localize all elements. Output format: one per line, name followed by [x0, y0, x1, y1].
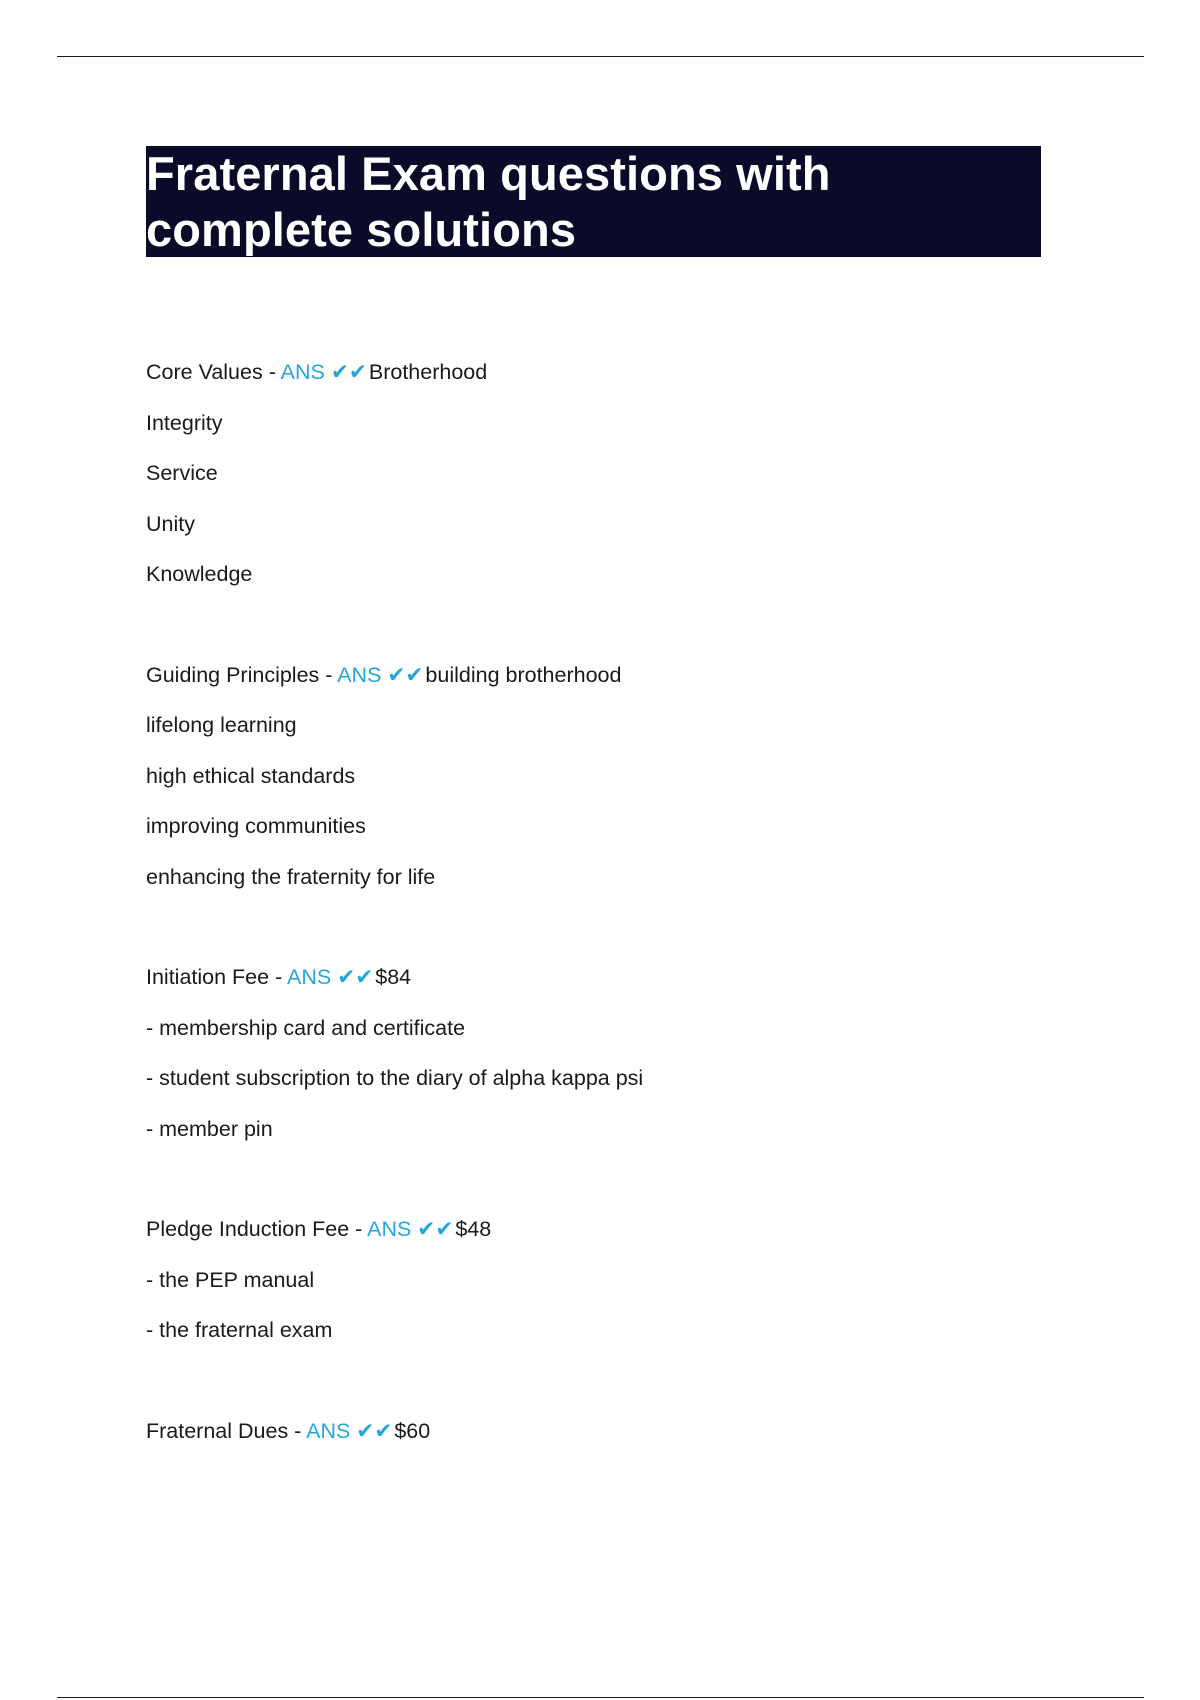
qa-item: [146, 1411, 1046, 1462]
question-text: Pledge Induction Fee: [146, 1217, 350, 1241]
answer-text: Brotherhood: [368, 360, 488, 384]
ans-check-marker: ANS ✔✔: [337, 662, 424, 687]
question-text: Guiding Principles: [146, 662, 320, 687]
answer-line: improving communities: [146, 814, 366, 838]
qa-item: [146, 957, 1046, 1159]
answer-line: Integrity: [146, 410, 223, 435]
qa-item: [146, 1209, 1046, 1361]
question-line: [146, 352, 1046, 403]
answer-line: Service: [146, 461, 218, 485]
qa-item: [146, 352, 1046, 605]
answer-text: $48: [455, 1217, 492, 1241]
question-separator: -: [269, 965, 288, 989]
answer-line: - student subscription to the diary of alpha kappa psi: [146, 1066, 644, 1090]
answer-line: - the fraternal exam: [146, 1318, 333, 1342]
question-line: [146, 1411, 1046, 1462]
answer-line: - member pin: [146, 1116, 273, 1141]
answer-line: - the PEP manual: [146, 1267, 315, 1292]
ans-check-marker: ANS ✔✔: [367, 1217, 454, 1241]
ans-check-marker: ANS ✔✔: [280, 360, 367, 384]
question-separator: -: [288, 1418, 307, 1443]
question-text: Core Values: [146, 360, 263, 384]
answer-line: - membership card and certificate: [146, 1015, 466, 1040]
qa-item: [146, 655, 1046, 908]
question-text: Fraternal Dues: [146, 1418, 289, 1443]
bottom-rule: [57, 1697, 1144, 1698]
qa-list: [146, 352, 1046, 1511]
answer-text: building brotherhood: [425, 662, 622, 687]
top-rule: [57, 56, 1144, 57]
answer-text: $84: [375, 965, 412, 989]
question-line: [146, 957, 1046, 1008]
answer-line: high ethical standards: [146, 763, 356, 788]
answer-line: enhancing the fraternity for life: [146, 864, 436, 889]
answer-line: Knowledge: [146, 562, 253, 586]
title-banner: [146, 146, 1041, 257]
question-separator: -: [349, 1217, 368, 1241]
question-text: Initiation Fee: [146, 965, 270, 989]
question-separator: -: [319, 662, 338, 687]
answer-text: $60: [394, 1418, 431, 1443]
document-title: Fraternal Exam questions with complete solutions: [146, 147, 831, 256]
ans-check-marker: ANS ✔✔: [306, 1418, 393, 1443]
question-line: [146, 655, 1046, 706]
answer-line: Unity: [146, 511, 195, 536]
question-line: [146, 1209, 1046, 1260]
answer-line: lifelong learning: [146, 713, 297, 737]
question-separator: -: [262, 360, 281, 384]
ans-check-marker: ANS ✔✔: [287, 965, 374, 989]
